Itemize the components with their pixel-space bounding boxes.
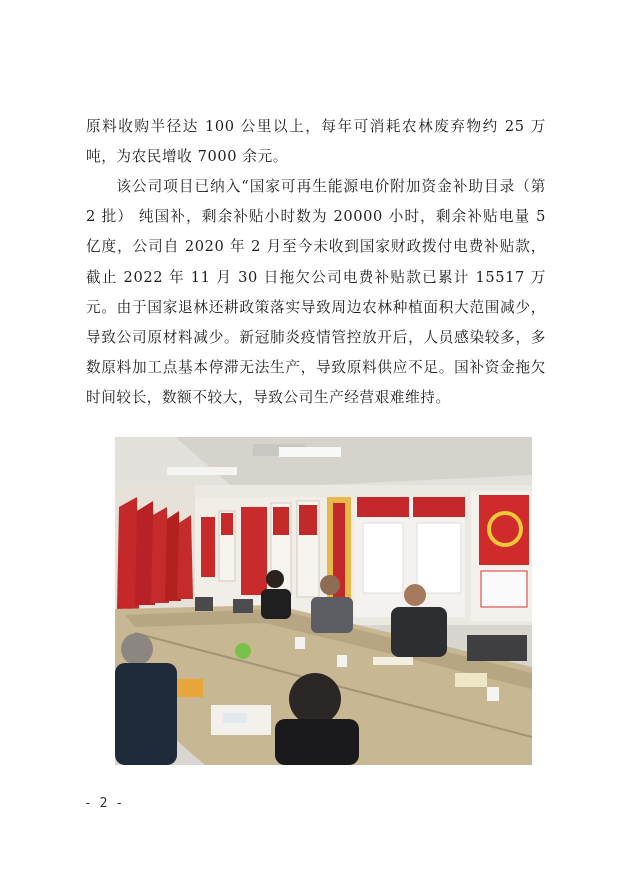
paragraph-2-text: 该公司项目已纳入“国家可再生能源电价附加资金补助目录（第 2 批） 纯国补，剩余补贴小时数为 20000 小时，剩余补贴电量 5 亿度，公司自 2020 年 2 月至今未收到国家财政拨付电费补贴款，截止 2022 年 11 月 30 日拖欠公司电费补贴款已累计 15517 万元。由于国家退林还耕政策落实导致周边农林种植面积大范围减少，导致公司原材料减少。新冠肺炎疫情管控放开后，人员感染较多，多数原料加工点基本停滞无法生产，导致原料供应不足。国补资金拖欠时间较长，数额不较大，导致公司生产经营艰难维持。 — [86, 178, 546, 407]
paragraph-1-text: 原料收购半径达 100 公里以上，每年可消耗农林废弃物约 25 万吨，为农民增收 7000 余元。 — [86, 118, 546, 166]
paragraph-2 — [86, 172, 546, 414]
paragraph-1 — [86, 112, 546, 172]
page-number: - 2 - — [84, 796, 124, 811]
meeting-photo — [115, 437, 532, 765]
